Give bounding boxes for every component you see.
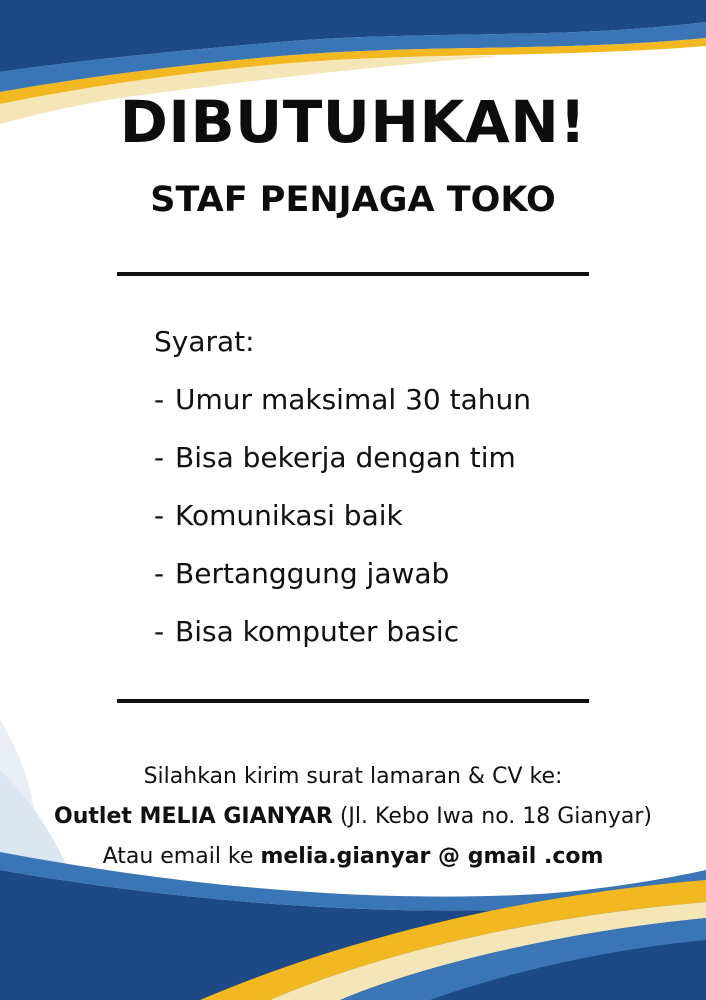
contact-outlet [0, 804, 706, 829]
divider-top [117, 272, 589, 276]
requirement-item: - Bertanggung jawab [154, 557, 450, 590]
subheadline: STAF PENJAGA TOKO [150, 180, 556, 220]
email-prefix: Atau email ke [102, 844, 254, 869]
requirement-item: - Umur maksimal 30 tahun [154, 383, 531, 416]
divider-bottom [117, 699, 589, 703]
outlet-name: Outlet MELIA GIANYAR [54, 804, 333, 829]
contact-intro: Silahkan kirim surat lamaran & CV ke: [143, 764, 563, 789]
requirements-heading: Syarat: [154, 325, 255, 358]
contact-email-line [0, 844, 706, 869]
requirement-item: - Bisa komputer basic [154, 615, 460, 648]
headline: DIBUTUHKAN! [119, 88, 587, 156]
email-address: melia.gianyar @ gmail .com [260, 844, 604, 869]
requirement-item: - Bisa bekerja dengan tim [154, 441, 516, 474]
outlet-address: (Jl. Kebo Iwa no. 18 Gianyar) [339, 804, 652, 829]
requirement-item: - Komunikasi baik [154, 499, 403, 532]
requirements-list [154, 313, 654, 661]
